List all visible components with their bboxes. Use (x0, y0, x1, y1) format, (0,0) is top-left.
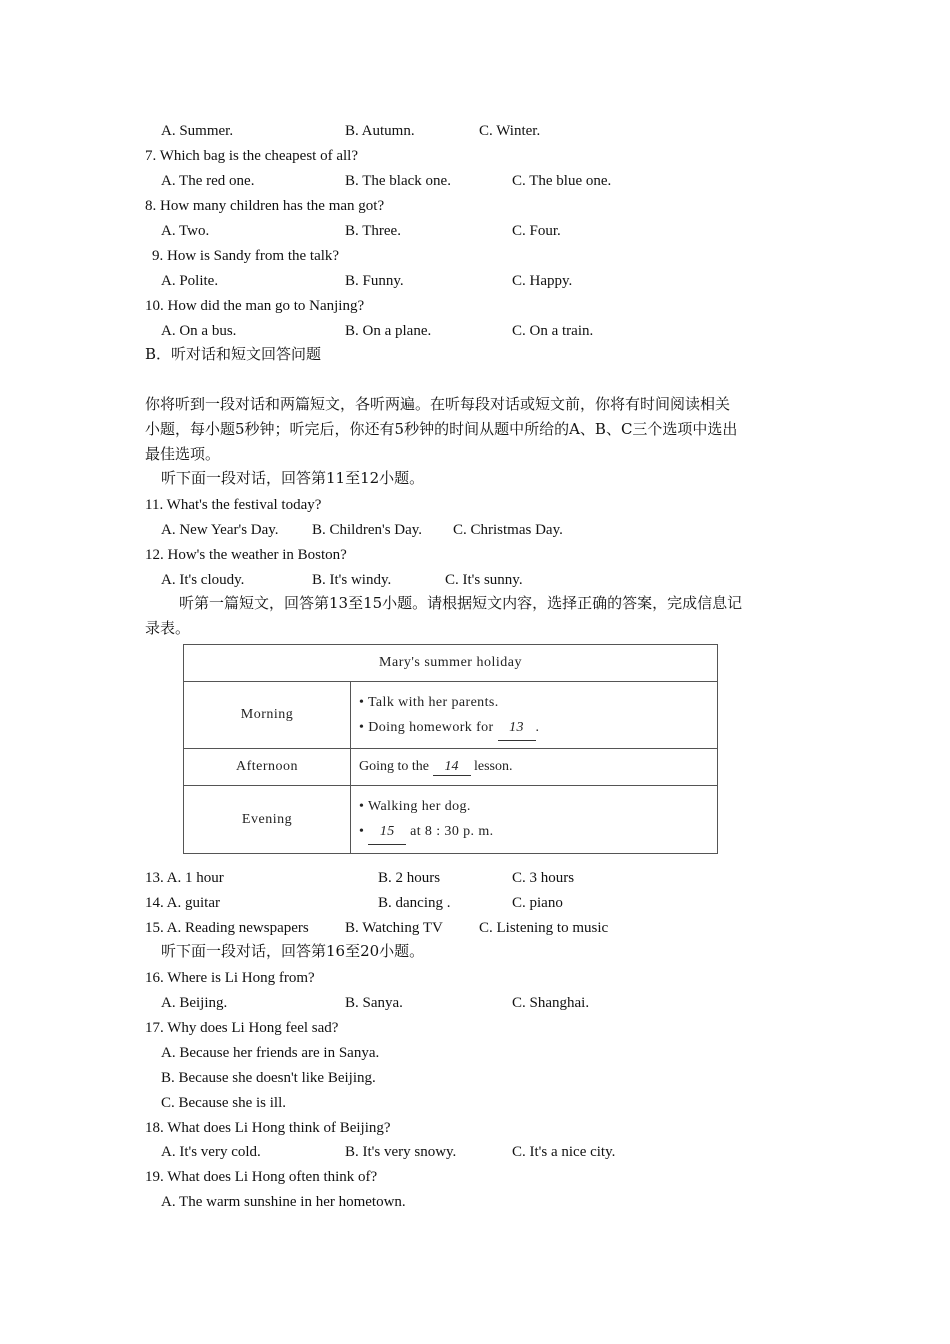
question-12: 12. How's the weather in Boston? (145, 547, 347, 563)
evening-item-2 (359, 819, 709, 845)
q8-option-c: C. Four. (512, 223, 561, 239)
evening-item-1: • Walking her dog. (359, 799, 471, 814)
q8-option-b: B. Three. (345, 223, 401, 239)
question-10: 10. How did the man go to Nanjing? (145, 298, 365, 314)
question-11: 11. What's the festival today? (145, 497, 322, 513)
q16-option-a: A. Beijing. (161, 995, 228, 1011)
morning-cell (351, 682, 718, 749)
question-16: 16. Where is Li Hong from? (145, 970, 315, 986)
morning-item-2-end: . (535, 719, 540, 735)
q14-option-b: B. dancing . (378, 895, 451, 911)
blank-15: 15 (368, 819, 406, 845)
q9-option-c: C. Happy. (512, 273, 573, 289)
q6-option-b: B. Autumn. (345, 123, 415, 139)
afternoon-text: Going to the (359, 758, 429, 774)
q15-option-b: B. Watching TV (345, 920, 443, 936)
question-15: 15. A. Reading newspapers (145, 920, 309, 936)
q17-option-b: B. Because she doesn't like Beijing. (161, 1070, 376, 1086)
evening-item-2-end: at 8 : 30 p. m. (410, 824, 494, 839)
question-17: 17. Why does Li Hong feel sad? (145, 1020, 339, 1036)
morning-item-2 (359, 715, 709, 741)
q8-option-a: A. Two. (161, 223, 210, 239)
section-b-instruction-line2: 小题，每小题5秒钟；听完后，你还有5秒钟的时间从题中所给的A、B、C三个选项中选出 (145, 420, 738, 438)
morning-item-1: • Talk with her parents. (359, 694, 499, 710)
question-18: 18. What does Li Hong think of Beijing? (145, 1120, 391, 1136)
passage-1-instruction-line2: 录表。 (145, 619, 191, 637)
q7-option-c: C. The blue one. (512, 173, 612, 189)
q11-option-a: A. New Year's Day. (161, 522, 279, 538)
q12-option-a: A. It's cloudy. (161, 572, 245, 588)
q13-option-b: B. 2 hours (378, 870, 441, 886)
question-14: 14. A. guitar (145, 895, 220, 911)
q11-option-b: B. Children's Day. (312, 522, 423, 538)
morning-label: Morning (184, 682, 351, 749)
q9-option-a: A. Polite. (161, 273, 219, 289)
q10-option-a: A. On a bus. (161, 323, 237, 339)
section-b-heading: B．听对话和短文回答问题 (145, 345, 322, 363)
q9-option-b: B. Funny. (345, 273, 404, 289)
q16-option-b: B. Sanya. (345, 995, 403, 1011)
q17-option-c: C. Because she is ill. (161, 1095, 286, 1111)
q16-option-c: C. Shanghai. (512, 995, 590, 1011)
q6-option-a: A. Summer. (161, 123, 234, 139)
dialog-2-instruction: 听下面一段对话，回答第16至20小题。 (161, 942, 425, 960)
evening-bullet: • (359, 824, 365, 839)
dialog-1-instruction: 听下面一段对话，回答第11至12小题。 (161, 469, 425, 487)
question-9: 9. How is Sandy from the talk? (152, 248, 340, 264)
evening-label: Evening (184, 786, 351, 854)
blank-13: 13 (498, 715, 536, 741)
q18-option-c: C. It's a nice city. (512, 1144, 616, 1160)
q18-option-a: A. It's very cold. (161, 1144, 261, 1160)
table-title: Mary's summer holiday (184, 645, 718, 682)
section-b-instruction-line3: 最佳选项。 (145, 445, 221, 463)
q19-option-a: A. The warm sunshine in her hometown. (161, 1194, 406, 1210)
q11-option-c: C. Christmas Day. (453, 522, 563, 538)
afternoon-text-end: lesson. (474, 758, 513, 774)
q12-option-b: B. It's windy. (312, 572, 392, 588)
info-record-table (183, 644, 718, 854)
q15-option-c: C. Listening to music (479, 920, 609, 936)
evening-cell (351, 786, 718, 854)
afternoon-label: Afternoon (184, 749, 351, 786)
q14-option-c: C. piano (512, 895, 563, 911)
question-7: 7. Which bag is the cheapest of all? (145, 148, 358, 164)
q12-option-c: C. It's sunny. (445, 572, 523, 588)
question-8: 8. How many children has the man got? (145, 198, 385, 214)
morning-item-2-text: • Doing homework for (359, 719, 494, 735)
blank-14: 14 (433, 759, 471, 776)
q6-option-c: C. Winter. (479, 123, 541, 139)
q7-option-a: A. The red one. (161, 173, 255, 189)
question-13: 13. A. 1 hour (145, 870, 224, 886)
q18-option-b: B. It's very snowy. (345, 1144, 457, 1160)
q17-option-a: A. Because her friends are in Sanya. (161, 1045, 380, 1061)
afternoon-cell (351, 749, 718, 786)
q10-option-b: B. On a plane. (345, 323, 432, 339)
question-19: 19. What does Li Hong often think of? (145, 1169, 378, 1185)
passage-1-instruction-line1: 听第一篇短文，回答第13至15小题。请根据短文内容，选择正确的答案，完成信息记 (179, 594, 743, 612)
q10-option-c: C. On a train. (512, 323, 594, 339)
q13-option-c: C. 3 hours (512, 870, 575, 886)
section-b-instruction-line1: 你将听到一段对话和两篇短文，各听两遍。在听每段对话或短文前，你将有时间阅读相关 (145, 395, 731, 413)
q7-option-b: B. The black one. (345, 173, 451, 189)
